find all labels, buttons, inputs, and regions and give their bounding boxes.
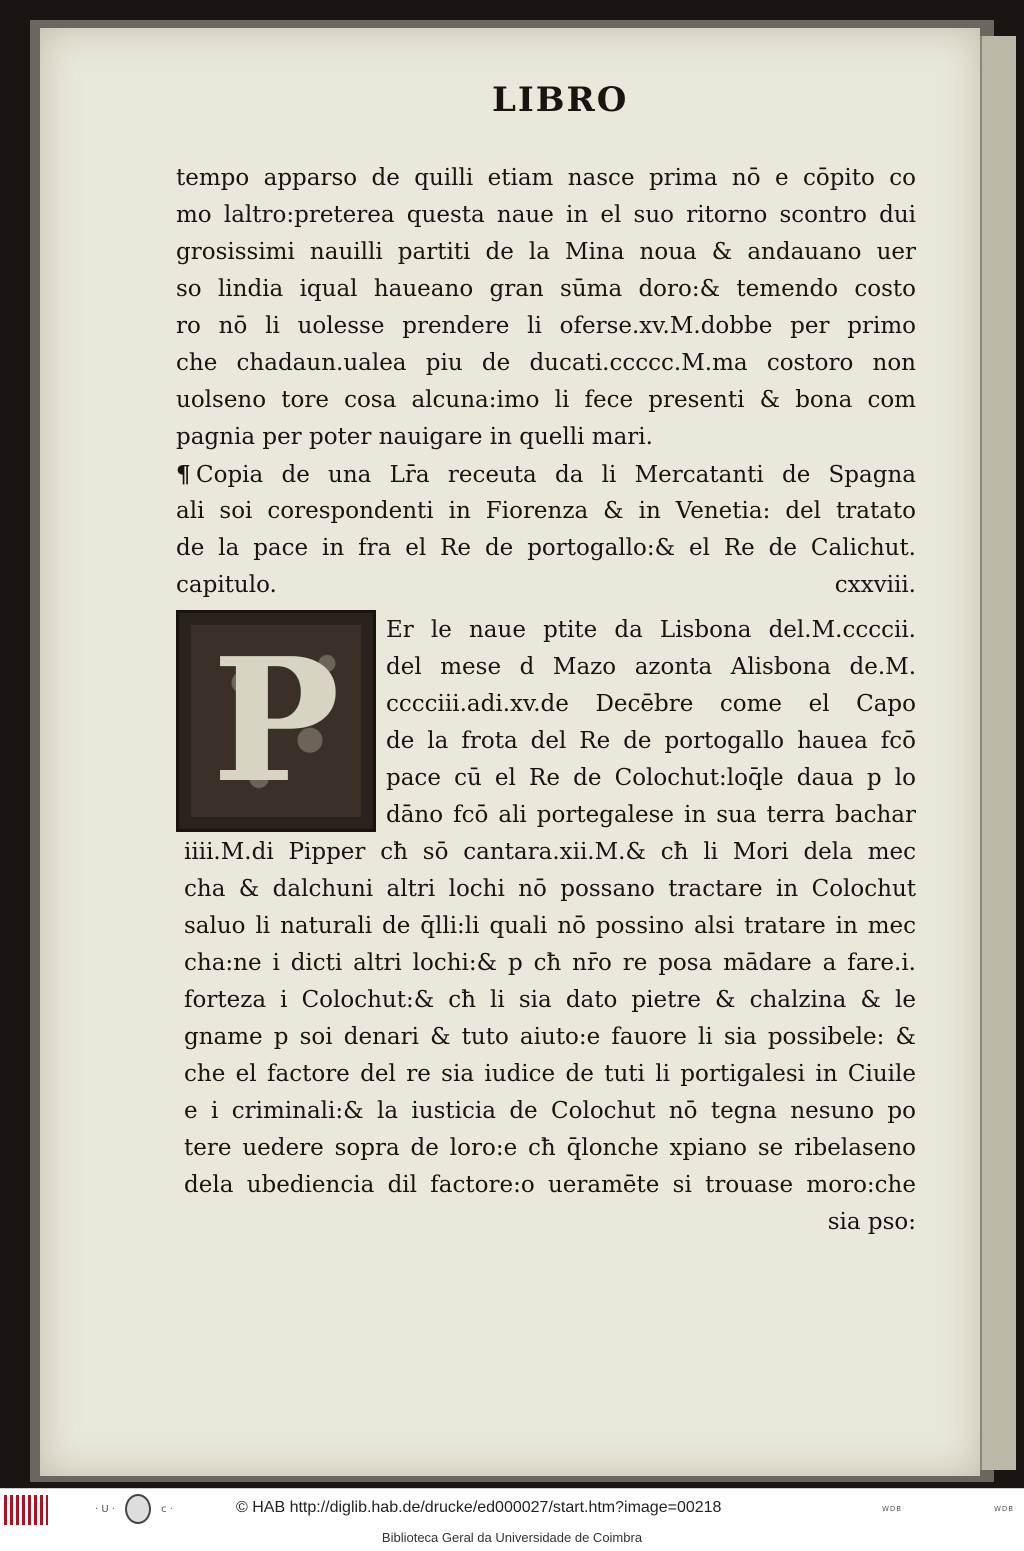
text-line: pace cū el Re de Colochut:loq̄le daua p lo: [386, 765, 916, 791]
library-caption: Biblioteca Geral da Universidade de Coimbra: [381, 1530, 643, 1545]
seal-left-text: · U ·: [95, 1503, 116, 1515]
wdb-mark: WDB: [882, 1505, 903, 1513]
text-line: dāno fcō ali portegalese in sua terra bachar: [386, 802, 916, 828]
seal-right-text: c ·: [161, 1503, 173, 1515]
decorated-initial: [176, 610, 376, 832]
text-line: Er le naue ptite da Lisbona del.M.ccccii.: [386, 617, 916, 643]
text-line: del mese d Mazo azonta Alisbona de.M.: [386, 654, 916, 680]
text-line: ro nō li uolesse prendere li oferse.xv.M.dobbe per primo: [176, 313, 916, 339]
chapter-heading-line: ali soi corespondenti in Fiorenza & in Venetia: del tratato: [176, 498, 916, 524]
text-line: so lindia iqual haueano gran sūma doro:& temendo costo: [176, 276, 916, 302]
seal-icon: [125, 1494, 151, 1524]
text-line: cccciii.adi.xv.de Decēbre come el Capo: [386, 691, 916, 717]
pilcrow-mark: ¶: [176, 461, 191, 488]
viewer-footer: [0, 1488, 1024, 1529]
text-line: cha:ne i dicti altri lochi:& p cħ nr̄o re posa mādare a fare.i.: [184, 950, 916, 976]
text-line: iiii.M.di Pipper cħ sō cantara.xii.M.& cħ li Mori dela mec: [184, 839, 916, 865]
chapter-label-line: [176, 567, 916, 604]
text-line: tere uedere sopra de loro:e cħ q̄lonche xpiano se ribelaseno: [184, 1135, 916, 1161]
chapter-label: capitulo.: [176, 572, 277, 598]
chapter-number: cxxviii.: [834, 572, 916, 598]
text-line: mo laltro:preterea questa naue in el suo ritorno scontro dui: [176, 202, 916, 228]
chapter-heading-line: de la pace in fra el Re de portogallo:& el Re de Calichut.: [176, 535, 916, 561]
heading-text: Copia de una Lr̄a receuta da li Mercatanti de Spagna: [196, 462, 916, 488]
library-logo-icon[interactable]: [4, 1495, 48, 1525]
indented-text-block: [386, 612, 916, 834]
text-line: de la frota del Re de portogallo hauea fcō: [386, 728, 916, 754]
facing-page-edge: [980, 36, 1016, 1470]
initial-letter: P: [212, 621, 340, 821]
text-line: tempo apparso de quilli etiam nasce prima nō e cōpito co: [176, 165, 916, 191]
text-line: cha & dalchuni altri lochi nō possano tractare in Colochut: [184, 876, 916, 902]
text-line: e i criminali:& la iusticia de Colochut nō tegna nesuno po: [184, 1098, 916, 1124]
text-line: uolseno tore cosa alcuna:imo li fece presenti & bona com: [176, 387, 916, 413]
seal-area: [84, 1493, 184, 1525]
text-line: grosissimi nauilli partiti de la Mina noua & andauano uer: [176, 239, 916, 265]
text-line: forteza i Colochut:& cħ li sia dato pietre & chalzina & le: [184, 987, 916, 1013]
source-url[interactable]: © HAB http://diglib.hab.de/drucke/ed000027/start.htm?image=00218: [236, 1499, 722, 1516]
text-line: gname p soi denari & tuto aiuto:e fauore li sia possibele: &: [184, 1024, 916, 1050]
catchword: sia pso:: [827, 1209, 916, 1235]
text-line: pagnia per poter nauigare in quelli mari.: [176, 424, 653, 450]
running-head: LIBRO: [492, 80, 629, 120]
text-line: dela ubediencia dil factore:o ueramēte si trouase moro:che: [184, 1172, 916, 1198]
text-line: che chadaun.ualea piu de ducati.ccccc.M.ma costoro non: [176, 350, 916, 376]
chapter-heading-line: [176, 456, 916, 493]
text-line: saluo li naturali de q̄lli:li quali nō possino alsi tratare in mec: [184, 913, 916, 939]
bottom-text-block: [184, 834, 916, 1241]
text-line: che el factore del re sia iudice de tuti li portigalesi in Ciuile: [184, 1061, 916, 1087]
wdb-mark: WDB: [994, 1505, 1015, 1513]
top-text-block: [176, 160, 916, 604]
